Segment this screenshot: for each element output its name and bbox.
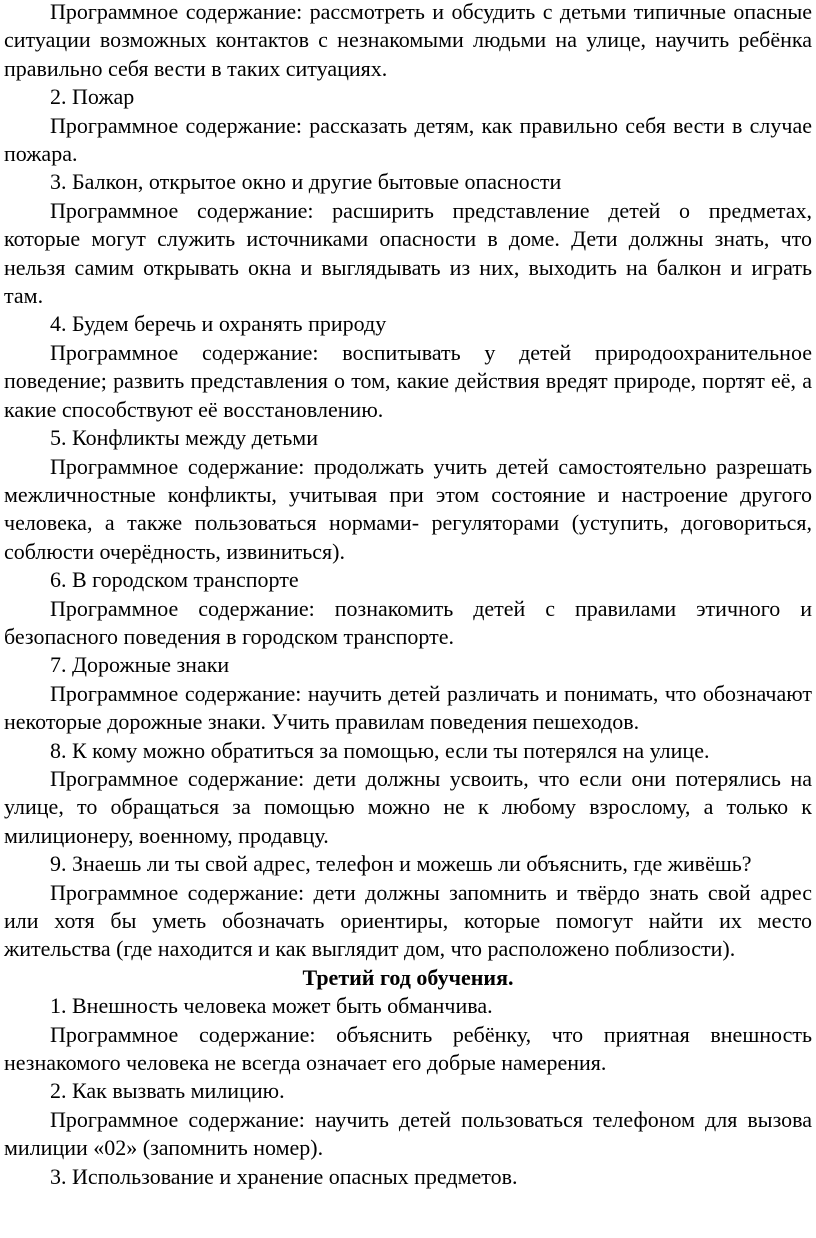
topic-title-y3-1-appearance: 1. Внешность человека может быть обманчива.	[50, 993, 493, 1019]
topic-title-3-balcony: 3. Балкон, открытое окно и другие бытовые опасности	[50, 169, 562, 195]
section-heading-third-year: Третий год обучения.	[302, 964, 514, 990]
paragraph-description-4: Программное содержание: воспитывать у детей природоохранительное поведение; развить представления о том, какие действия вредят природе, портят её, а какие способствуют её восстановлению.	[4, 339, 812, 422]
topic-title-5-conflicts: 5. Конфликты между детьми	[50, 425, 318, 451]
topic-title-4-nature: 4. Будем беречь и охранять природу	[50, 311, 387, 337]
paragraph-description-y3-2: Программное содержание: научить детей пользоваться телефоном для вызова милиции «02» (запомнить номер).	[4, 1106, 812, 1161]
paragraph-description-6: Программное содержание: познакомить детей с правилами этичного и безопасного поведения в городском транспорте.	[4, 595, 812, 649]
topic-title-7-road-signs: 7. Дорожные знаки	[50, 652, 230, 678]
paragraph-intro-description: Программное содержание: рассмотреть и обсудить с детьми типичные опасные ситуации возможных контактов с незнакомыми людьми на улице, научить ребёнка правильно себя вести в таких ситуациях.	[4, 0, 812, 81]
paragraph-description-9: Программное содержание: дети должны запомнить и твёрдо знать свой адрес или хотя бы уметь обозначать ориентиры, которые помогут найти их место жительства (где находится и как выглядит дом, что расположено поблизости).	[4, 879, 812, 962]
topic-title-8-lost: 8. К кому можно обратиться за помощью, если ты потерялся на улице.	[50, 737, 710, 763]
topic-title-6-transport: 6. В городском транспорте	[50, 567, 299, 593]
paragraph-description-8: Программное содержание: дети должны усвоить, что если они потерялись на улице, то обращаться за помощью можно не к любому взрослому, а только к милиционеру, военному, продавцу.	[4, 765, 812, 848]
paragraph-description-y3-1: Программное содержание: объяснить ребёнку, что приятная внешность незнакомого человека не всегда означает его добрые намерения.	[4, 1021, 812, 1076]
paragraph-description-7: Программное содержание: научить детей различать и понимать, что обозначают некоторые дорожные знаки. Учить правилам поведения пешеходов.	[4, 680, 812, 735]
topic-title-9-address: 9. Знаешь ли ты свой адрес, телефон и можешь ли объяснить, где живёшь?	[50, 851, 752, 877]
topic-title-2-fire: 2. Пожар	[50, 84, 135, 110]
paragraph-description-3: Программное содержание: расширить представление детей о предметах, которые могут служить источниками опасности в доме. Дети должны знать, что нельзя самим открывать окна и выглядывать из них, выходить на балкон и играть там.	[4, 197, 812, 309]
topic-title-y3-2-police: 2. Как вызвать милицию.	[50, 1078, 285, 1104]
paragraph-description-5: Программное содержание: продолжать учить детей самостоятельно разрешать межличностные конфликты, учитывая при этом состояние и настроение другого человека, а также пользоваться нормами- регуляторами (уступить, договориться, соблюсти очерёдность, извиниться).	[4, 453, 812, 564]
topic-title-y3-3-dangerous-items: 3. Использование и хранение опасных предметов.	[50, 1163, 518, 1189]
paragraph-description-2: Программное содержание: рассказать детям, как правильно себя вести в случае пожара.	[4, 112, 812, 167]
